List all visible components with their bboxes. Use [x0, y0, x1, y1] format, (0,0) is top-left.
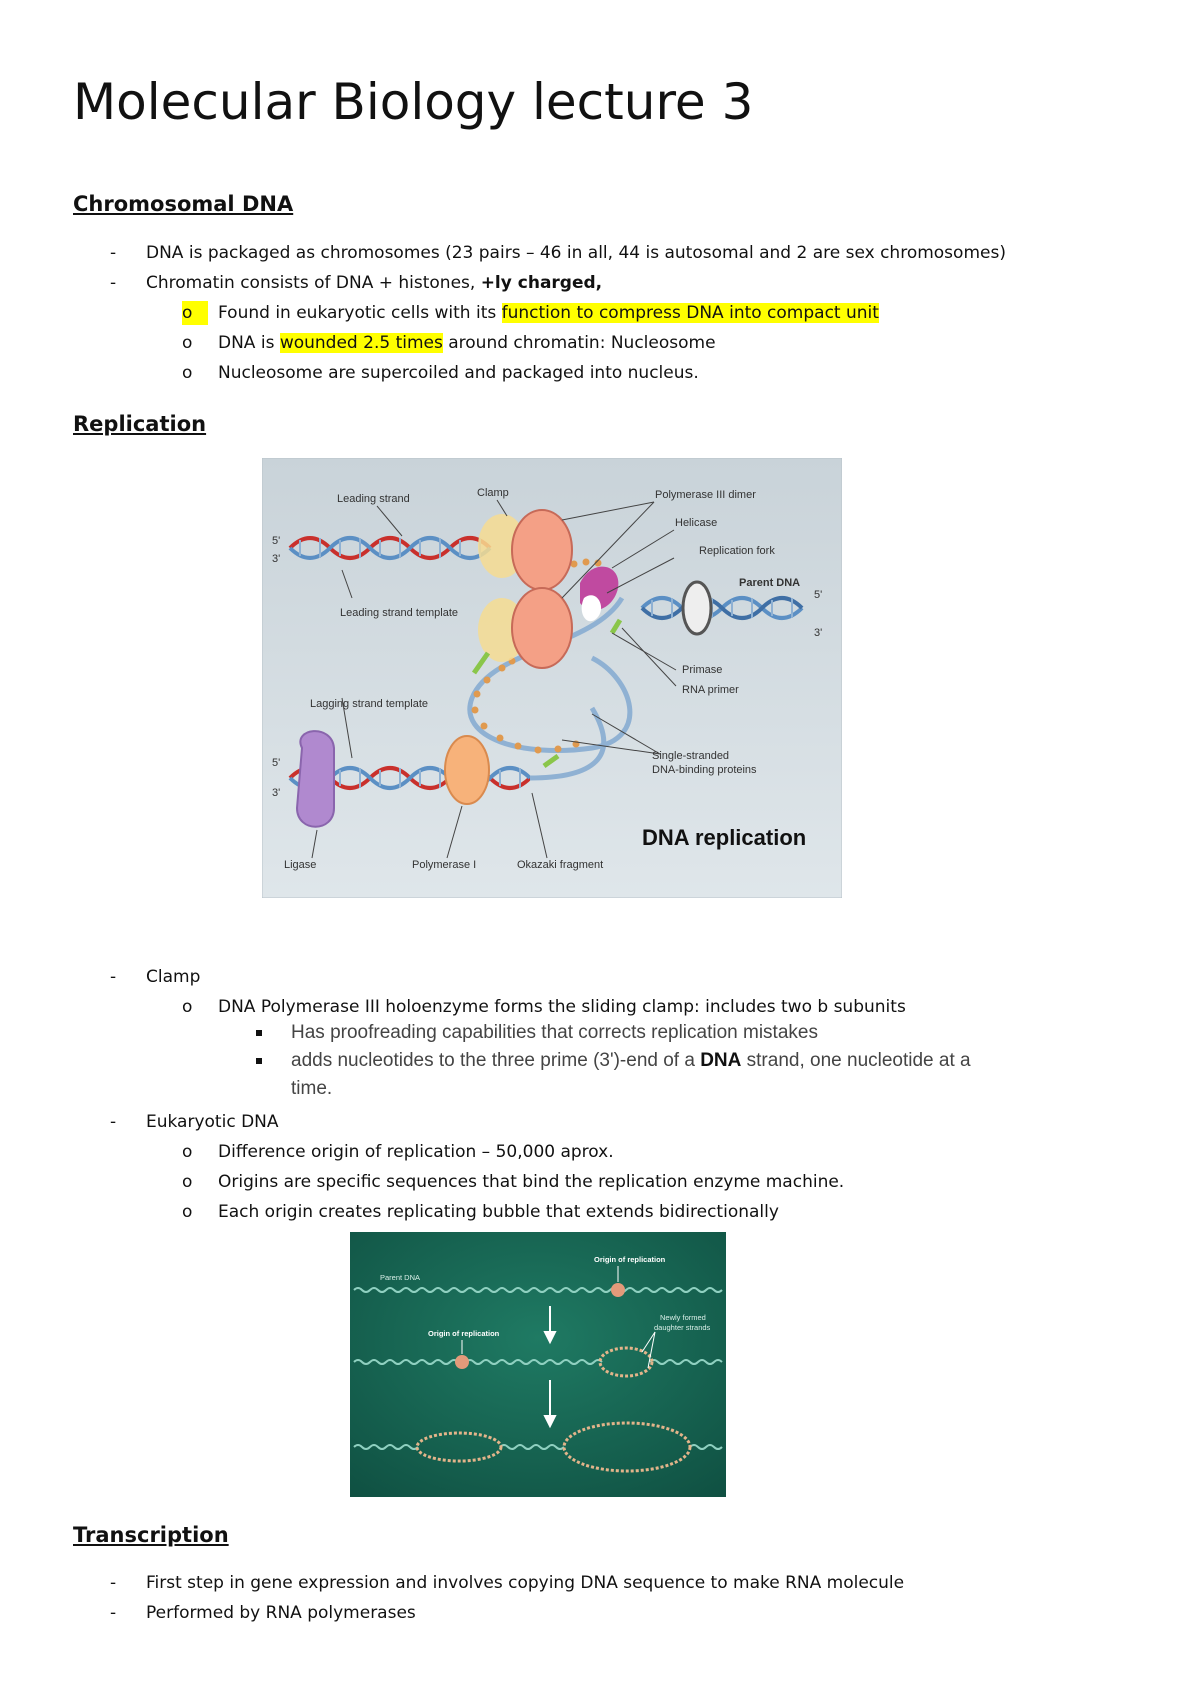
figure-label-newly-formed-line2: daughter strands — [654, 1323, 711, 1332]
sub-sub-list-item-continuation: time. — [291, 1078, 333, 1099]
figure-label-5-prime: 5' — [814, 589, 823, 601]
figure-label-origin-left: Origin of replication — [428, 1329, 500, 1338]
figure-title: DNA replication — [642, 825, 807, 850]
helicase-ring — [683, 582, 711, 634]
circle-marker: o — [182, 997, 193, 1017]
figure-label-lagging-strand-template: Lagging strand template — [310, 698, 429, 710]
dash-marker: - — [110, 1573, 117, 1593]
figure-label-ssb-line2: DNA-binding proteins — [652, 764, 757, 776]
figure-label-polymerase-3-dimer: Polymerase III dimer — [655, 489, 756, 501]
figure-label-primase: Primase — [682, 664, 723, 676]
list-item: Clamp — [146, 967, 201, 987]
sub-sub-list-item: adds nucleotides to the three prime (3')-end of a DNA strand, one nucleotide at a — [291, 1050, 971, 1071]
circle-marker: o — [182, 333, 193, 353]
figure-label-rna-primer: RNA primer — [682, 684, 739, 696]
figure-label-helicase: Helicase — [675, 517, 718, 529]
figure-label-ligase: Ligase — [284, 859, 317, 871]
square-bullet — [256, 1030, 262, 1036]
figure-label-5-prime: 5' — [272, 535, 281, 547]
square-bullet — [256, 1058, 262, 1064]
list-item: Chromatin consists of DNA + histones, +ly charged, — [146, 273, 603, 293]
figure-label-3-prime: 3' — [814, 627, 823, 639]
figure-label-newly-formed-line1: Newly formed — [660, 1313, 706, 1322]
dash-marker: - — [110, 1603, 117, 1623]
figure-label-ssb-line1: Single-stranded — [652, 750, 730, 762]
figure-label-replication-fork: Replication fork — [699, 545, 775, 557]
ligase-protein — [297, 731, 334, 827]
circle-marker: o — [182, 1202, 193, 1222]
list-item: Performed by RNA polymerases — [146, 1603, 416, 1623]
figure-label-5-prime: 5' — [272, 757, 281, 769]
list-item: First step in gene expression and involves copying DNA sequence to make RNA molecule — [146, 1573, 905, 1593]
figure-label-polymerase-1: Polymerase I — [412, 859, 477, 871]
list-item: Eukaryotic DNA — [146, 1112, 279, 1132]
dna-replication-figure — [262, 458, 842, 898]
figure-label-parent-dna: Parent DNA — [739, 577, 801, 589]
section-heading-chromosomal-dna: Chromosomal DNA — [73, 192, 294, 216]
figure-background — [350, 1232, 726, 1497]
sub-list-item: Difference origin of replication – 50,000 aprox. — [218, 1142, 614, 1162]
sub-list-item: DNA Polymerase III holoenzyme forms the sliding clamp: includes two b subunits — [218, 997, 906, 1017]
dash-marker: - — [110, 967, 117, 987]
figure-label-3-prime: 3' — [272, 787, 281, 799]
figure-label-clamp: Clamp — [477, 487, 509, 499]
section-heading-replication: Replication — [73, 412, 207, 436]
figure-label-leading-strand: Leading strand — [337, 493, 410, 505]
page-title: Molecular Biology lecture 3 — [73, 73, 754, 131]
circle-marker: o — [182, 1142, 193, 1162]
dash-marker: - — [110, 243, 117, 263]
list-item: DNA is packaged as chromosomes (23 pairs – 46 in all, 44 is autosomal and 2 are sex chromosomes) — [146, 243, 1006, 263]
circle-marker: o — [182, 301, 208, 325]
origin-marker — [611, 1283, 625, 1297]
figure-label-leading-strand-template: Leading strand template — [340, 607, 459, 619]
polymerase-3-protein — [512, 510, 572, 590]
circle-marker: o — [182, 363, 193, 383]
sub-sub-list-item: Has proofreading capabilities that corrects replication mistakes — [291, 1022, 818, 1043]
origin-of-replication-figure — [350, 1232, 726, 1497]
figure-label-okazaki-fragment: Okazaki fragment — [517, 859, 604, 871]
section-heading-transcription: Transcription — [73, 1523, 229, 1547]
polymerase-1-protein — [445, 736, 489, 804]
origin-marker — [455, 1355, 469, 1369]
dash-marker: - — [110, 273, 117, 293]
sub-list-item: Nucleosome are supercoiled and packaged into nucleus. — [218, 363, 699, 383]
figure-label-3-prime: 3' — [272, 553, 281, 565]
sub-list-item: Origins are specific sequences that bind the replication enzyme machine. — [218, 1172, 845, 1192]
dash-marker: - — [110, 1112, 117, 1132]
figure-label-parent-dna: Parent DNA — [380, 1273, 421, 1282]
sub-list-item: DNA is wounded 2.5 times around chromatin: Nucleosome — [218, 333, 716, 353]
sub-list-item: Each origin creates replicating bubble that extends bidirectionally — [218, 1202, 779, 1222]
circle-marker: o — [182, 1172, 193, 1192]
figure-label-origin-top: Origin of replication — [594, 1255, 666, 1264]
sub-list-item: Found in eukaryotic cells with its function to compress DNA into compact unit — [218, 303, 879, 323]
